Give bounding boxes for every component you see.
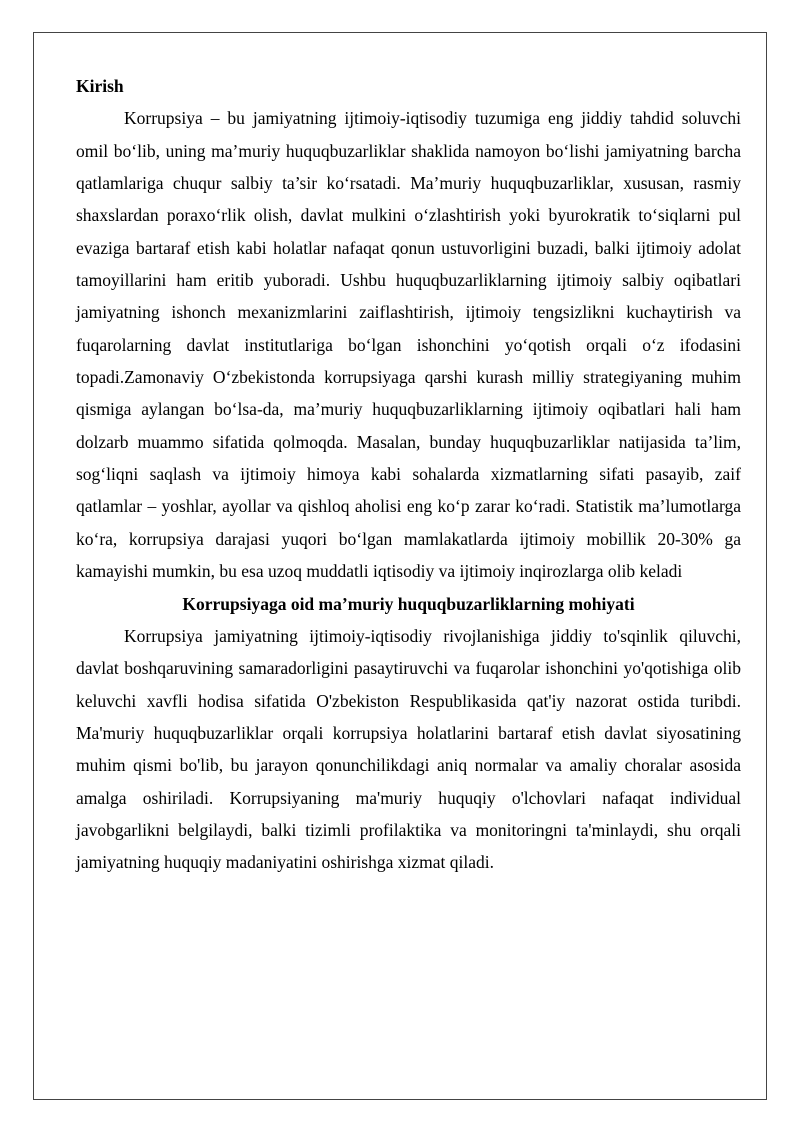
intro-heading: Kirish — [76, 76, 124, 96]
document-body — [76, 70, 741, 879]
intro-paragraph: Korrupsiya – bu jamiyatning ijtimoiy-iqtisodiy tuzumiga eng jiddiy tahdid soluvchi omil bo‘lib, uning ma’muriy huquqbuzarliklar shaklida namoyon bo‘lishi jamiyatning barcha qatlamlariga chuqur salbiy ta’sir ko‘rsatadi. Ma’muriy huquqbuzarliklar, xususan, rasmiy shaxslardan poraxo‘rlik olish, davlat mulkini o‘zlashtirish yoki byurokratik to‘siqlarni pul evaziga bartaraf etish kabi holatlar nafaqat qonun ustuvorligini buzadi, balki ijtimoiy adolat tamoyillarini ham eritib yuboradi. Ushbu huquqbuzarliklarning ijtimoiy salbiy oqibatlari jamiyatning ishonch mexanizmlarini zaiflashtirish, ijtimoiy tengsizlikni kuchaytirish va fuqarolarning davlat institutlariga bo‘lgan ishonchini yo‘qotish orqali o‘z ifodasini topadi.Zamonaviy O‘zbekistonda korrupsiyaga qarshi kurash milliy strategiyaning muhim qismiga aylangan bo‘lsa-da, ma’muriy huquqbuzarliklarning ijtimoiy oqibatlari hali ham dolzarb muammo sifatida qolmoqda. Masalan, bunday huquqbuzarliklar natijasida ta’lim, sog‘liqni saqlash va ijtimoiy himoya kabi sohalarda xizmatlarning sifati pasayib, zaif qatlamlar – yoshlar, ayollar va qishloq aholisi eng ko‘p zarar ko‘radi. Statistik ma’lumotlarga ko‘ra, korrupsiya darajasi yuqori bo‘lgan mamlakatlarda ijtimoiy mobillik 20-30% ga kamayishi mumkin, bu esa uzoq muddatli iqtisodiy va ijtimoiy inqirozlarga olib keladi — [76, 108, 741, 582]
section-heading: Korrupsiyaga oid ma’muriy huquqbuzarliklarning mohiyati — [182, 593, 635, 614]
section-paragraph: Korrupsiya jamiyatning ijtimoiy-iqtisodiy rivojlanishiga jiddiy to'sqinlik qiluvchi, davlat boshqaruvining samaradorligini pasaytiruvchi va fuqarolar ishonchini yo'qotishiga olib keluvchi xavfli hodisa sifatida O'zbekiston Respublikasida qat'iy nazorat ostida turibdi. Ma'muriy huquqbuzarliklar orqali korrupsiya holatlarini bartaraf etish davlat siyosatining muhim qismi bo'lib, bu jarayon qonunchilikdagi aniq normalar va amaliy choralar asosida amalga oshiriladi. Korrupsiyaning ma'muriy huquqiy o'lchovlari nafaqat individual javobgarlikni belgilaydi, balki tizimli profilaktika va monitoringni ta'minlaydi, shu orqali jamiyatning huquqiy madaniyatini oshirishga xizmat qiladi. — [76, 625, 741, 873]
